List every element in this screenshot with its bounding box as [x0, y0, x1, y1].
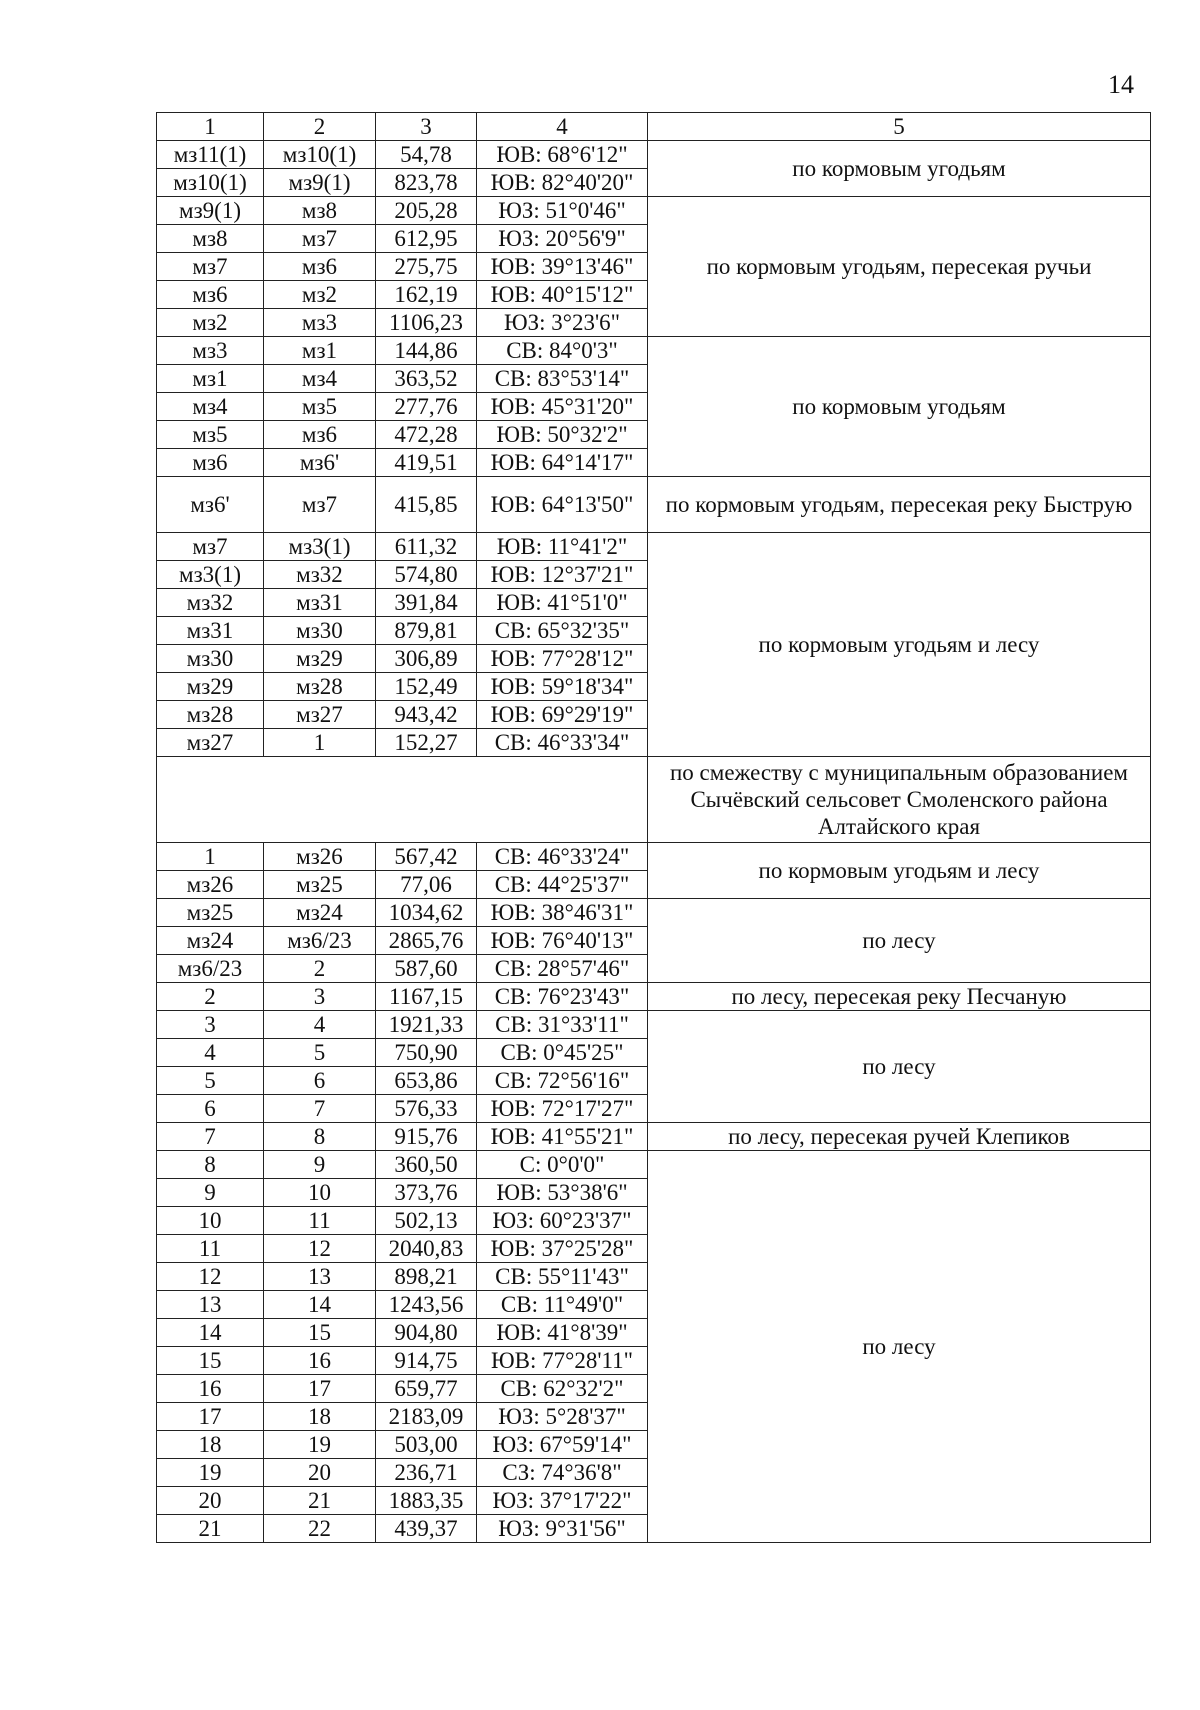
boundary-description: по кормовым угодьям	[648, 141, 1151, 197]
distance: 162,19	[376, 281, 477, 309]
to-point: 1	[264, 729, 376, 757]
bearing: ЮВ: 41°8'39"	[477, 1319, 648, 1347]
bearing: СВ: 72°56'16"	[477, 1067, 648, 1095]
to-point: мз8	[264, 197, 376, 225]
bearing: СЗ: 74°36'8"	[477, 1459, 648, 1487]
from-point: мз3	[157, 337, 264, 365]
from-point: мз11(1)	[157, 141, 264, 169]
bearing: СВ: 28°57'46"	[477, 955, 648, 983]
distance: 503,00	[376, 1431, 477, 1459]
distance: 2040,83	[376, 1235, 477, 1263]
boundary-description: по лесу	[648, 1151, 1151, 1543]
bearing: С: 0°0'0"	[477, 1151, 648, 1179]
page-number: 14	[1108, 70, 1134, 99]
bearing: ЮЗ: 9°31'56"	[477, 1515, 648, 1543]
distance: 391,84	[376, 589, 477, 617]
from-point: 16	[157, 1375, 264, 1403]
bearing: ЮЗ: 5°28'37"	[477, 1403, 648, 1431]
to-point: 17	[264, 1375, 376, 1403]
from-point: мз30	[157, 645, 264, 673]
from-point: мз25	[157, 899, 264, 927]
from-point: 5	[157, 1067, 264, 1095]
distance: 502,13	[376, 1207, 477, 1235]
bearing: ЮВ: 37°25'28"	[477, 1235, 648, 1263]
from-point: 14	[157, 1319, 264, 1347]
bearing: ЮЗ: 60°23'37"	[477, 1207, 648, 1235]
bearing: ЮЗ: 51°0'46"	[477, 197, 648, 225]
to-point: мз26	[264, 843, 376, 871]
boundary-description: по кормовым угодьям и лесу	[648, 843, 1151, 899]
to-point: 15	[264, 1319, 376, 1347]
header-cell: 4	[477, 113, 648, 141]
distance: 914,75	[376, 1347, 477, 1375]
distance: 611,32	[376, 533, 477, 561]
distance: 2865,76	[376, 927, 477, 955]
table-row	[157, 983, 1151, 1011]
bearing: ЮВ: 11°41'2"	[477, 533, 648, 561]
boundary-description: по лесу	[648, 899, 1151, 983]
from-point: 1	[157, 843, 264, 871]
to-point: 14	[264, 1291, 376, 1319]
from-point: мз6	[157, 281, 264, 309]
distance: 152,49	[376, 673, 477, 701]
distance: 77,06	[376, 871, 477, 899]
to-point: мз2	[264, 281, 376, 309]
bearing: ЮЗ: 37°17'22"	[477, 1487, 648, 1515]
bearing: ЮВ: 64°14'17"	[477, 449, 648, 477]
distance: 144,86	[376, 337, 477, 365]
table-row	[157, 1011, 1151, 1039]
to-point: мз30	[264, 617, 376, 645]
from-point: 20	[157, 1487, 264, 1515]
from-point: мз5	[157, 421, 264, 449]
bearing: ЮЗ: 3°23'6"	[477, 309, 648, 337]
to-point: мз6	[264, 421, 376, 449]
distance: 363,52	[376, 365, 477, 393]
bearing: ЮВ: 41°55'21"	[477, 1123, 648, 1151]
to-point: 12	[264, 1235, 376, 1263]
from-point: мз6	[157, 449, 264, 477]
from-point: мз32	[157, 589, 264, 617]
bearing: СВ: 0°45'25"	[477, 1039, 648, 1067]
bearing: СВ: 31°33'11"	[477, 1011, 648, 1039]
distance: 439,37	[376, 1515, 477, 1543]
distance: 750,90	[376, 1039, 477, 1067]
to-point: мз5	[264, 393, 376, 421]
to-point: мз6/23	[264, 927, 376, 955]
bearing: ЮВ: 50°32'2"	[477, 421, 648, 449]
to-point: мз10(1)	[264, 141, 376, 169]
from-point: мз6'	[157, 477, 264, 533]
bearing: ЮВ: 82°40'20"	[477, 169, 648, 197]
bearing: СВ: 46°33'24"	[477, 843, 648, 871]
to-point: мз4	[264, 365, 376, 393]
from-point: мз24	[157, 927, 264, 955]
from-point: мз7	[157, 253, 264, 281]
bearing: СВ: 44°25'37"	[477, 871, 648, 899]
distance: 879,81	[376, 617, 477, 645]
from-point: 6	[157, 1095, 264, 1123]
bearing: ЮЗ: 67°59'14"	[477, 1431, 648, 1459]
from-point: 19	[157, 1459, 264, 1487]
header-cell: 5	[648, 113, 1151, 141]
from-point: 21	[157, 1515, 264, 1543]
table-row	[157, 477, 1151, 533]
to-point: 7	[264, 1095, 376, 1123]
from-point: мз9(1)	[157, 197, 264, 225]
header-row	[157, 113, 1151, 141]
to-point: мз3(1)	[264, 533, 376, 561]
boundary-description: по смежеству с муниципальным образованием Сычёвский сельсовет Смоленского района Алтайского края	[648, 757, 1151, 843]
to-point: 13	[264, 1263, 376, 1291]
bearing: СВ: 62°32'2"	[477, 1375, 648, 1403]
distance: 612,95	[376, 225, 477, 253]
distance: 1034,62	[376, 899, 477, 927]
to-point: 8	[264, 1123, 376, 1151]
bearing: ЮВ: 38°46'31"	[477, 899, 648, 927]
to-point: мз27	[264, 701, 376, 729]
distance: 54,78	[376, 141, 477, 169]
from-point: мз28	[157, 701, 264, 729]
boundary-description: по лесу	[648, 1011, 1151, 1123]
bearing: ЮВ: 53°38'6"	[477, 1179, 648, 1207]
table-row	[157, 899, 1151, 927]
distance: 587,60	[376, 955, 477, 983]
distance: 152,27	[376, 729, 477, 757]
to-point: 2	[264, 955, 376, 983]
distance: 419,51	[376, 449, 477, 477]
from-point: 8	[157, 1151, 264, 1179]
bearing: СВ: 83°53'14"	[477, 365, 648, 393]
distance: 943,42	[376, 701, 477, 729]
distance: 415,85	[376, 477, 477, 533]
bearing: ЮВ: 64°13'50"	[477, 477, 648, 533]
table-row	[157, 337, 1151, 365]
to-point: мз1	[264, 337, 376, 365]
distance: 1106,23	[376, 309, 477, 337]
distance: 574,80	[376, 561, 477, 589]
from-point: 13	[157, 1291, 264, 1319]
distance: 904,80	[376, 1319, 477, 1347]
empty-merged-cell	[157, 757, 648, 843]
bearing: ЮВ: 77°28'12"	[477, 645, 648, 673]
from-point: 3	[157, 1011, 264, 1039]
to-point: мз7	[264, 477, 376, 533]
to-point: 3	[264, 983, 376, 1011]
bearing: ЮВ: 72°17'27"	[477, 1095, 648, 1123]
from-point: мз3(1)	[157, 561, 264, 589]
bearing: СВ: 46°33'34"	[477, 729, 648, 757]
from-point: 17	[157, 1403, 264, 1431]
to-point: 4	[264, 1011, 376, 1039]
to-point: 21	[264, 1487, 376, 1515]
boundary-description: по кормовым угодьям, пересекая ручьи	[648, 197, 1151, 337]
distance: 1883,35	[376, 1487, 477, 1515]
adjacency-row	[157, 757, 1151, 843]
table-row	[157, 197, 1151, 225]
to-point: мз25	[264, 871, 376, 899]
distance: 277,76	[376, 393, 477, 421]
distance: 567,42	[376, 843, 477, 871]
bearing: ЮЗ: 20°56'9"	[477, 225, 648, 253]
boundary-description: по кормовым угодьям	[648, 337, 1151, 477]
table-row	[157, 1123, 1151, 1151]
from-point: мз26	[157, 871, 264, 899]
bearing: ЮВ: 40°15'12"	[477, 281, 648, 309]
boundary-description: по лесу, пересекая реку Песчаную	[648, 983, 1151, 1011]
distance: 898,21	[376, 1263, 477, 1291]
from-point: мз8	[157, 225, 264, 253]
table-row	[157, 1151, 1151, 1179]
boundary-description: по кормовым угодьям, пересекая реку Быструю	[648, 477, 1151, 533]
from-point: 4	[157, 1039, 264, 1067]
bearing: СВ: 84°0'3"	[477, 337, 648, 365]
to-point: мз6	[264, 253, 376, 281]
to-point: 16	[264, 1347, 376, 1375]
boundary-description: по кормовым угодьям и лесу	[648, 533, 1151, 757]
table-row	[157, 843, 1151, 871]
to-point: мз29	[264, 645, 376, 673]
table-row	[157, 141, 1151, 169]
header-cell: 3	[376, 113, 477, 141]
to-point: мз7	[264, 225, 376, 253]
distance: 915,76	[376, 1123, 477, 1151]
from-point: 9	[157, 1179, 264, 1207]
bearing: ЮВ: 45°31'20"	[477, 393, 648, 421]
table-row	[157, 533, 1151, 561]
bearing: ЮВ: 76°40'13"	[477, 927, 648, 955]
from-point: мз6/23	[157, 955, 264, 983]
to-point: 11	[264, 1207, 376, 1235]
from-point: 15	[157, 1347, 264, 1375]
from-point: 2	[157, 983, 264, 1011]
distance: 659,77	[376, 1375, 477, 1403]
from-point: 12	[157, 1263, 264, 1291]
to-point: мз32	[264, 561, 376, 589]
distance: 205,28	[376, 197, 477, 225]
to-point: 19	[264, 1431, 376, 1459]
to-point: мз24	[264, 899, 376, 927]
bearing: ЮВ: 69°29'19"	[477, 701, 648, 729]
bearing: СВ: 65°32'35"	[477, 617, 648, 645]
distance: 2183,09	[376, 1403, 477, 1431]
distance: 360,50	[376, 1151, 477, 1179]
from-point: мз4	[157, 393, 264, 421]
bearing: СВ: 11°49'0"	[477, 1291, 648, 1319]
header-cell: 2	[264, 113, 376, 141]
to-point: мз6'	[264, 449, 376, 477]
bearing: СВ: 55°11'43"	[477, 1263, 648, 1291]
bearing: СВ: 76°23'43"	[477, 983, 648, 1011]
distance: 275,75	[376, 253, 477, 281]
to-point: 22	[264, 1515, 376, 1543]
boundary-description: по лесу, пересекая ручей Клепиков	[648, 1123, 1151, 1151]
from-point: мз29	[157, 673, 264, 701]
distance: 306,89	[376, 645, 477, 673]
distance: 653,86	[376, 1067, 477, 1095]
bearing: ЮВ: 39°13'46"	[477, 253, 648, 281]
from-point: мз2	[157, 309, 264, 337]
distance: 1921,33	[376, 1011, 477, 1039]
bearing: ЮВ: 77°28'11"	[477, 1347, 648, 1375]
to-point: мз31	[264, 589, 376, 617]
distance: 472,28	[376, 421, 477, 449]
to-point: мз3	[264, 309, 376, 337]
distance: 373,76	[376, 1179, 477, 1207]
distance: 1167,15	[376, 983, 477, 1011]
to-point: 9	[264, 1151, 376, 1179]
from-point: 10	[157, 1207, 264, 1235]
distance: 823,78	[376, 169, 477, 197]
from-point: 18	[157, 1431, 264, 1459]
bearing: ЮВ: 41°51'0"	[477, 589, 648, 617]
boundary-table	[156, 112, 1151, 1543]
from-point: мз10(1)	[157, 169, 264, 197]
from-point: мз27	[157, 729, 264, 757]
to-point: мз9(1)	[264, 169, 376, 197]
from-point: мз1	[157, 365, 264, 393]
from-point: 7	[157, 1123, 264, 1151]
to-point: 5	[264, 1039, 376, 1067]
header-cell: 1	[157, 113, 264, 141]
to-point: 10	[264, 1179, 376, 1207]
from-point: 11	[157, 1235, 264, 1263]
distance: 236,71	[376, 1459, 477, 1487]
bearing: ЮВ: 12°37'21"	[477, 561, 648, 589]
distance: 1243,56	[376, 1291, 477, 1319]
to-point: 20	[264, 1459, 376, 1487]
from-point: мз31	[157, 617, 264, 645]
to-point: 6	[264, 1067, 376, 1095]
bearing: ЮВ: 68°6'12"	[477, 141, 648, 169]
to-point: 18	[264, 1403, 376, 1431]
distance: 576,33	[376, 1095, 477, 1123]
to-point: мз28	[264, 673, 376, 701]
from-point: мз7	[157, 533, 264, 561]
bearing: ЮВ: 59°18'34"	[477, 673, 648, 701]
